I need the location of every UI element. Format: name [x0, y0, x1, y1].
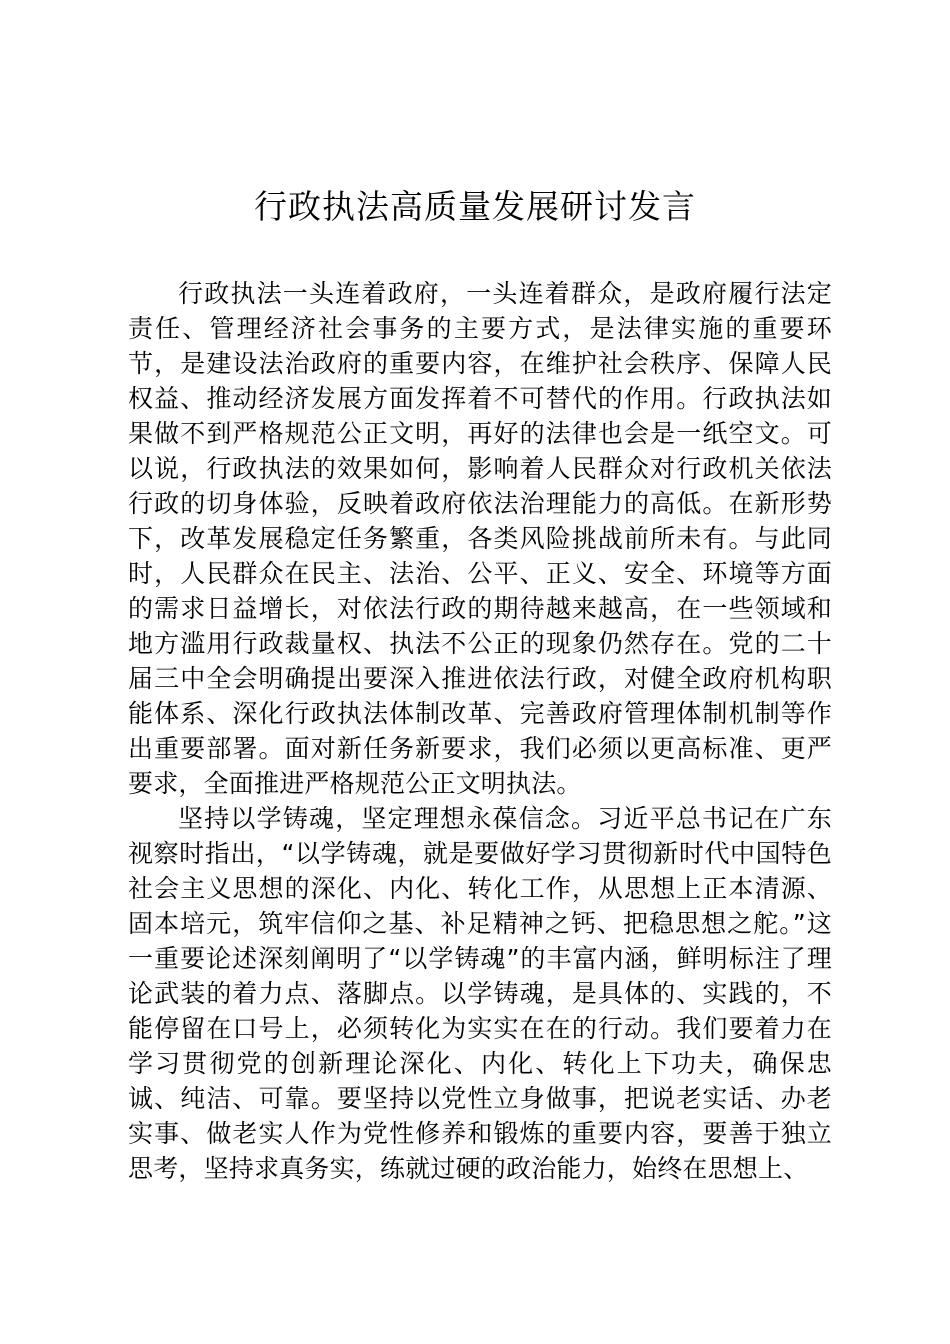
- document-title: 行政执法高质量发展研讨发言: [254, 187, 696, 226]
- document-body: [128, 276, 832, 1186]
- paragraph-intro: 行政执法一头连着政府，一头连着群众，是政府履行法定责任、管理经济社会事务的主要方式，是法律实施的重要环节，是建设法治政府的重要内容，在维护社会秩序、保障人民权益、推动经济发展方面发挥着不可替代的作用。行政执法如果做不到严格规范公正文明，再好的法律也会是一纸空文。可以说，行政执法的效果如何，影响着人民群众对行政机关依法行政的切身体验，反映着政府依法治理能力的高低。在新形势下，改革发展稳定任务繁重，各类风险挑战前所未有。与此同时，人民群众在民主、法治、公平、正义、安全、环境等方面的需求日益增长，对依法行政的期待越来越高，在一些领域和地方滥用行政裁量权、执法不公正的现象仍然存在。党的二十届三中全会明确提出要深入推进依法行政，对健全政府机构职能体系、深化行政执法体制改革、完善政府管理体制机制等作出重要部署。面对新任务新要求，我们必须以更高标准、更严要求，全面推进严格规范公正文明执法。: [128, 279, 832, 798]
- paragraph-study: 坚持以学铸魂，坚定理想永葆信念。习近平总书记在广东视察时指出，“以学铸魂，就是要做好学习贯彻新时代中国特色社会主义思想的深化、内化、转化工作，从思想上正本清源、固本培元，筑牢信仰之基、补足精神之钙、把稳思想之舵。”这一重要论述深刻阐明了“以学铸魂”的丰富内涵，鲜明标注了理论武装的着力点、落脚点。以学铸魂，是具体的、实践的，不能停留在口号上，必须转化为实实在在的行动。我们要着力在学习贯彻党的创新理论深化、内化、转化上下功夫，确保忠诚、纯洁、可靠。要坚持以党性立身做事，把说老实话、办老实事、做老实人作为党性修养和锻炼的重要内容，要善于独立思考，坚持求真务实，练就过硬的政治能力，始终在思想上、: [128, 804, 832, 1183]
